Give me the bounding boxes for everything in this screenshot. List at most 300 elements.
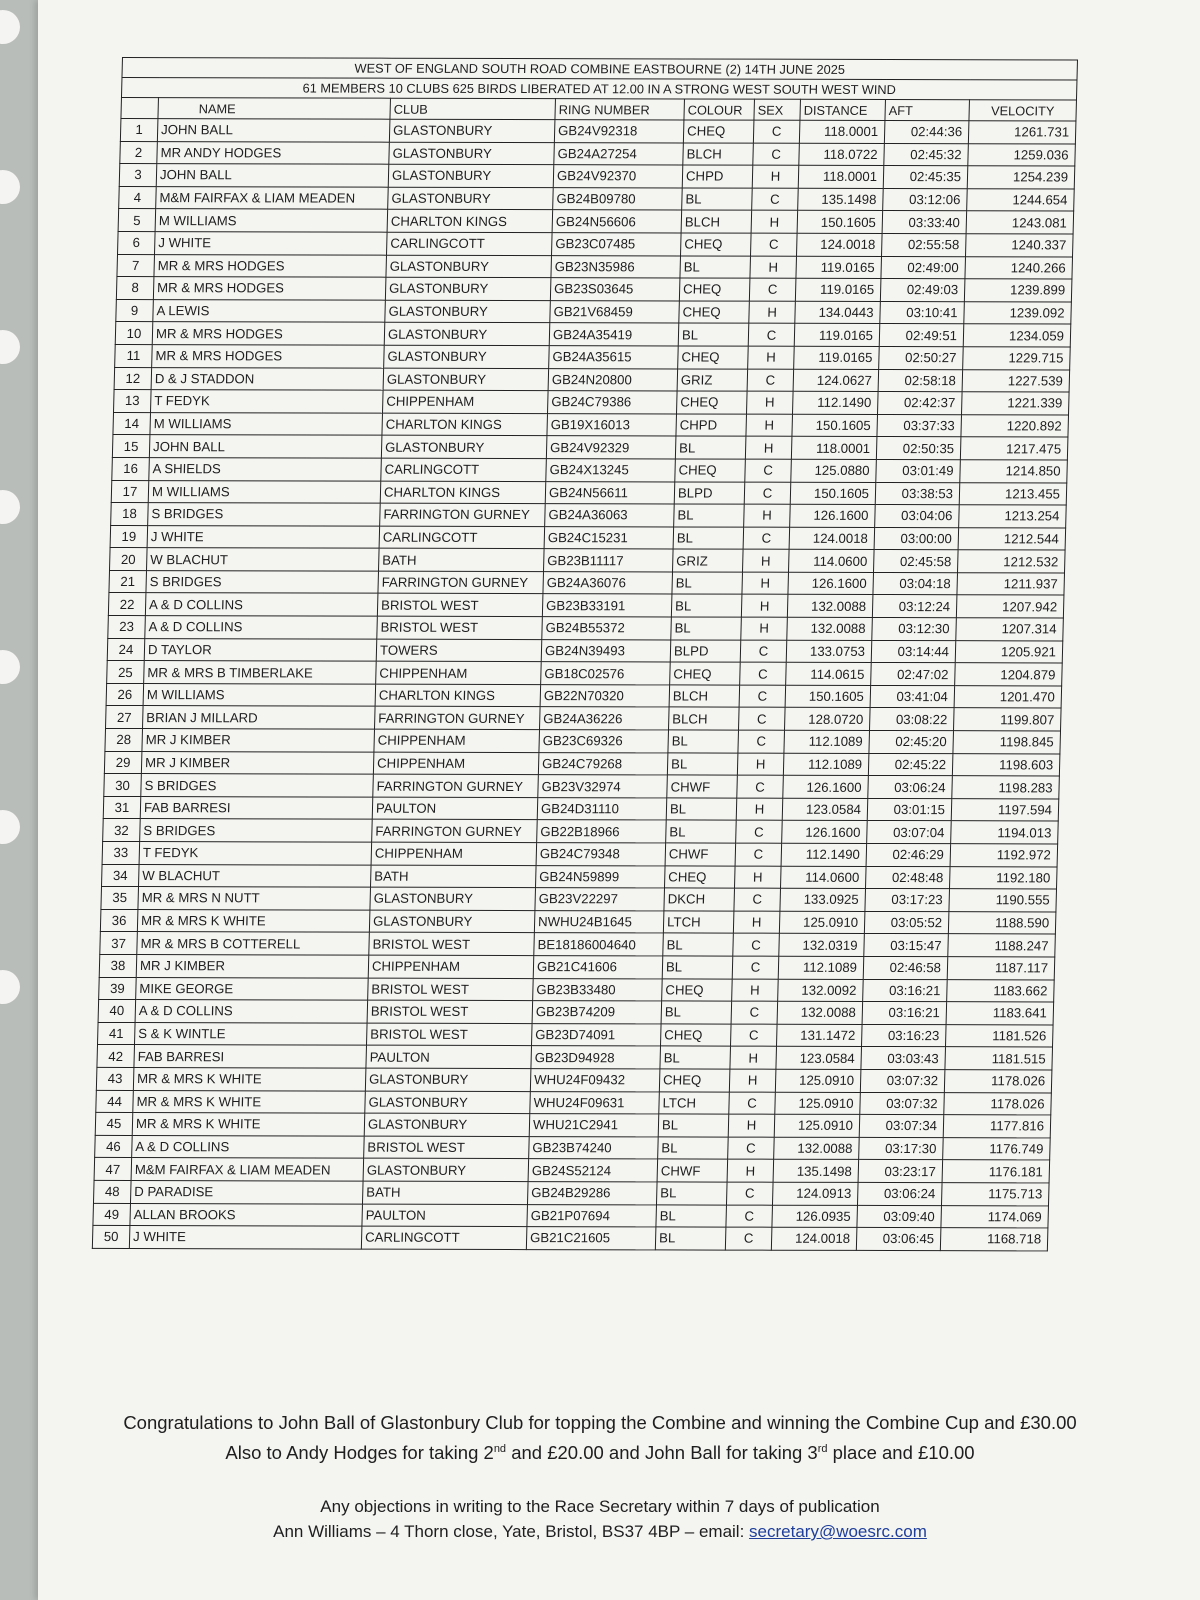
cell-name: A & D COLLINS: [132, 1135, 365, 1158]
cell-colour: BLCH: [681, 210, 752, 233]
cell-velocity: 1194.013: [951, 821, 1059, 844]
cell-name: J WHITE: [147, 525, 380, 548]
table-row: [115, 344, 1071, 369]
cell-sex: H: [750, 256, 797, 279]
cell-aft: 03:06:24: [857, 1182, 942, 1205]
cell-ring-number: GB24A35419: [549, 323, 679, 346]
cell-sex: C: [739, 708, 786, 731]
cell-club: BRISTOL WEST: [369, 933, 535, 956]
cell-aft: 03:07:04: [867, 821, 952, 844]
cell-aft: 02:45:20: [869, 730, 954, 753]
cell-distance: 114.0600: [789, 550, 875, 573]
congrats-text-b: and £20.00 and John Ball for taking 3: [506, 1442, 818, 1464]
cell-ring-number: GB24C79268: [538, 752, 668, 775]
cell-distance: 150.1605: [785, 685, 871, 708]
header-ring-number: RING NUMBER: [555, 99, 685, 120]
cell-position: 43: [96, 1067, 134, 1090]
cell-position: 1: [120, 118, 158, 141]
cell-position: 32: [103, 819, 141, 842]
cell-colour: BL: [674, 504, 745, 527]
header-velocity: VELOCITY: [969, 100, 1077, 121]
header-colour: COLOUR: [684, 99, 755, 120]
cell-colour: BL: [675, 436, 746, 459]
cell-club: CARLINGCOTT: [381, 458, 547, 481]
table-row: [116, 277, 1072, 302]
cell-position: 6: [118, 231, 156, 254]
cell-velocity: 1192.180: [949, 866, 1057, 889]
cell-aft: 02:50:27: [879, 346, 964, 369]
cell-name: M WILLIAMS: [150, 412, 383, 435]
cell-aft: 03:05:52: [864, 911, 949, 934]
cell-velocity: 1212.532: [958, 550, 1066, 573]
cell-colour: BLCH: [669, 707, 740, 730]
cell-club: CHIPPENHAM: [374, 729, 540, 752]
cell-position: 30: [104, 774, 142, 797]
cell-sex: H: [744, 504, 791, 527]
cell-name: A LEWIS: [153, 299, 386, 322]
cell-colour: CHEQ: [660, 1024, 731, 1047]
cell-velocity: 1217.475: [960, 437, 1068, 460]
cell-name: M WILLIAMS: [143, 683, 376, 706]
cell-position: 7: [117, 254, 155, 277]
cell-velocity: 1183.662: [947, 979, 1055, 1002]
cell-ring-number: GB24X13245: [546, 459, 676, 482]
cell-aft: 03:01:15: [867, 798, 952, 821]
cell-ring-number: GB24N59899: [535, 865, 665, 888]
ordinal-suffix: nd: [493, 1443, 507, 1455]
cell-sex: H: [734, 866, 781, 889]
cell-position: 20: [110, 548, 148, 571]
cell-colour: CHWF: [657, 1159, 728, 1182]
cell-sex: H: [746, 414, 793, 437]
cell-name: MR & MRS HODGES: [152, 345, 385, 368]
cell-aft: 03:09:40: [857, 1205, 942, 1228]
cell-position: 45: [95, 1113, 133, 1136]
cell-club: GLASTONBURY: [389, 119, 555, 142]
cell-aft: 03:04:06: [875, 505, 960, 528]
ordinal-suffix: rd: [817, 1443, 828, 1455]
cell-name: MR & MRS HODGES: [154, 254, 387, 277]
cell-name: ALLAN BROOKS: [130, 1203, 363, 1226]
cell-ring-number: GB23C07485: [552, 233, 682, 256]
cell-ring-number: GB23N35986: [551, 255, 681, 278]
cell-sex: H: [751, 211, 798, 234]
table-row: [118, 231, 1074, 256]
cell-distance: 126.1600: [783, 775, 869, 798]
cell-colour: CHWF: [665, 843, 736, 866]
cell-aft: 02:50:35: [876, 437, 961, 460]
table-row: [108, 616, 1064, 641]
cell-sex: H: [741, 595, 788, 618]
cell-sex: C: [740, 640, 787, 663]
cell-aft: 02:48:48: [865, 866, 950, 889]
email-link[interactable]: secretary@woesrc.com: [749, 1522, 927, 1541]
table-row: [97, 1045, 1053, 1070]
cell-sex: C: [726, 1182, 773, 1205]
cell-distance: 123.0584: [776, 1047, 862, 1070]
cell-distance: 150.1605: [797, 211, 883, 234]
cell-club: GLASTONBURY: [363, 1158, 529, 1181]
cell-colour: BL: [663, 933, 734, 956]
cell-position: 39: [99, 977, 137, 1000]
cell-colour: CHEQ: [659, 1069, 730, 1092]
cell-name: MR & MRS N NUTT: [138, 887, 371, 910]
cell-distance: 114.0600: [780, 866, 866, 889]
cell-position: 49: [93, 1203, 131, 1226]
cell-position: 25: [107, 661, 145, 684]
cell-position: 10: [115, 322, 153, 345]
cell-position: 47: [94, 1158, 132, 1181]
cell-position: 40: [98, 1000, 136, 1023]
cell-name: MR & MRS B COTTERELL: [137, 932, 370, 955]
cell-club: CHIPPENHAM: [368, 955, 534, 978]
cell-position: 4: [119, 186, 157, 209]
cell-aft: 03:38:53: [875, 482, 960, 505]
cell-distance: 112.1089: [778, 956, 864, 979]
cell-aft: 03:23:17: [858, 1160, 943, 1183]
cell-ring-number: BE18186004640: [534, 933, 664, 956]
cell-club: GLASTONBURY: [365, 1091, 531, 1114]
cell-velocity: 1234.059: [963, 324, 1071, 347]
cell-aft: 03:08:22: [870, 708, 955, 731]
cell-position: 29: [104, 751, 142, 774]
cell-position: 11: [115, 344, 153, 367]
cell-distance: 112.1490: [793, 391, 879, 414]
cell-aft: 03:12:24: [872, 595, 957, 618]
cell-sex: H: [752, 165, 799, 188]
cell-velocity: 1207.942: [956, 595, 1064, 618]
cell-name: JOHN BALL: [149, 435, 382, 458]
cell-sex: C: [730, 1024, 777, 1047]
table-row: [99, 977, 1055, 1002]
cell-position: 42: [97, 1045, 135, 1068]
cell-distance: 126.1600: [788, 572, 874, 595]
cell-name: W BLACHUT: [138, 864, 371, 887]
cell-distance: 118.0722: [799, 143, 885, 166]
decorative-dot: [0, 490, 20, 524]
table-row: [105, 728, 1061, 753]
cell-club: GLASTONBURY: [370, 887, 536, 910]
congrats-text-a: Also to Andy Hodges for taking 2: [225, 1442, 494, 1464]
cell-club: BRISTOL WEST: [364, 1136, 530, 1159]
table-row: [103, 796, 1059, 821]
cell-colour: BLCH: [669, 685, 740, 708]
cell-position: 22: [108, 593, 146, 616]
cell-ring-number: GB19X16013: [547, 413, 677, 436]
cell-club: CHARLTON KINGS: [382, 413, 548, 436]
cell-ring-number: GB21P07694: [527, 1204, 657, 1227]
cell-name: W BLACHUT: [147, 548, 380, 571]
cell-colour: BL: [666, 820, 737, 843]
congrats-line-2: [100, 1436, 1100, 1466]
cell-aft: 03:10:41: [880, 301, 965, 324]
cell-ring-number: GB23C69326: [539, 730, 669, 753]
cell-velocity: 1188.590: [948, 911, 1056, 934]
table-row: [110, 548, 1066, 573]
table-row: [103, 819, 1059, 844]
cell-name: MIKE GEORGE: [136, 977, 369, 1000]
cell-distance: 125.0880: [791, 459, 877, 482]
cell-name: J WHITE: [155, 232, 388, 255]
table-row: [102, 841, 1058, 866]
cell-club: BRISTOL WEST: [367, 1000, 533, 1023]
cell-name: M&M FAIRFAX & LIAM MEADEN: [131, 1158, 364, 1181]
cell-name: MR J KIMBER: [141, 751, 374, 774]
cell-sex: C: [748, 323, 795, 346]
cell-position: 36: [100, 909, 138, 932]
cell-colour: BL: [660, 1046, 731, 1069]
cell-aft: 03:06:45: [856, 1228, 941, 1251]
cell-ring-number: GB21C41606: [533, 956, 663, 979]
table-row: [114, 367, 1070, 392]
table-row: [92, 1226, 1048, 1251]
cell-aft: 02:45:32: [884, 143, 969, 166]
table-row: [114, 390, 1070, 415]
cell-velocity: 1261.731: [968, 121, 1076, 144]
header-name: NAME: [158, 98, 391, 120]
table-row: [111, 480, 1067, 505]
cell-distance: 150.1605: [790, 482, 876, 505]
cell-aft: 03:00:00: [874, 527, 959, 550]
cell-distance: 126.1600: [790, 504, 876, 527]
results-table-container: [92, 57, 1077, 1251]
cell-position: 17: [111, 480, 149, 503]
cell-club: PAULTON: [372, 797, 538, 820]
cell-club: BATH: [362, 1181, 528, 1204]
objections-line-1: Any objections in writing to the Race Secretary within 7 days of publication: [320, 1497, 880, 1516]
cell-distance: 119.0165: [794, 324, 880, 347]
cell-position: 5: [118, 209, 156, 232]
cell-sex: C: [749, 278, 796, 301]
cell-velocity: 1199.807: [953, 708, 1061, 731]
cell-sex: H: [733, 911, 780, 934]
cell-club: BATH: [370, 865, 536, 888]
cell-colour: BL: [661, 1001, 732, 1024]
cell-sex: H: [745, 436, 792, 459]
cell-club: CHIPPENHAM: [371, 842, 537, 865]
cell-sex: C: [729, 1092, 776, 1115]
cell-colour: BL: [655, 1227, 726, 1250]
cell-colour: LTCH: [663, 911, 734, 934]
cell-name: MR & MRS K WHITE: [133, 1067, 366, 1090]
cell-name: MR & MRS K WHITE: [133, 1090, 366, 1113]
cell-sex: H: [748, 346, 795, 369]
cell-aft: 02:49:03: [880, 279, 965, 302]
cell-club: FARRINGTON GURNEY: [375, 707, 541, 730]
cell-velocity: 1188.247: [948, 934, 1056, 957]
cell-position: 12: [114, 367, 152, 390]
cell-colour: BL: [673, 527, 744, 550]
cell-ring-number: GB24V92329: [546, 436, 676, 459]
cell-distance: 135.1498: [798, 188, 884, 211]
cell-distance: 124.0018: [797, 233, 883, 256]
cell-colour: BL: [658, 1114, 729, 1137]
cell-sex: H: [742, 572, 789, 595]
cell-distance: 132.0088: [787, 617, 873, 640]
cell-name: M WILLIAMS: [155, 209, 388, 232]
cell-club: GLASTONBURY: [384, 345, 550, 368]
cell-aft: 02:45:58: [874, 550, 959, 573]
table-row: [94, 1158, 1050, 1183]
cell-ring-number: GB24A36063: [545, 504, 675, 527]
title-line-2: 61 MEMBERS 10 CLUBS 625 BIRDS LIBERATED AT 12.00 IN A STRONG WEST SOUTH WEST WIND: [121, 78, 1077, 100]
title-line-1: WEST OF ENGLAND SOUTH ROAD COMBINE EASTBOURNE (2) 14TH JUNE 2025: [122, 58, 1078, 80]
cell-sex: H: [736, 798, 783, 821]
table-row: [104, 774, 1060, 799]
cell-colour: CHPD: [676, 414, 747, 437]
cell-colour: BLPD: [674, 481, 745, 504]
table-row: [116, 299, 1072, 324]
table-row: [118, 209, 1074, 234]
cell-colour: CHEQ: [662, 978, 733, 1001]
cell-aft: 03:14:44: [871, 640, 956, 663]
cell-aft: 03:03:43: [861, 1047, 946, 1070]
cell-velocity: 1221.339: [962, 392, 1070, 415]
cell-ring-number: WHU24F09631: [530, 1091, 660, 1114]
cell-aft: 03:07:32: [860, 1069, 945, 1092]
cell-velocity: 1201.470: [954, 686, 1062, 709]
table-row: [98, 1000, 1054, 1025]
cell-aft: 03:12:30: [872, 618, 957, 641]
cell-ring-number: GB23B74240: [529, 1136, 659, 1159]
table-row: [107, 661, 1063, 686]
cell-name: MR J KIMBER: [142, 729, 375, 752]
table-row: [119, 186, 1075, 211]
cell-sex: C: [753, 143, 800, 166]
cell-distance: 133.0753: [786, 640, 872, 663]
congratulations-text: [100, 1410, 1100, 1466]
cell-name: S BRIDGES: [140, 819, 373, 842]
cell-position: 38: [99, 954, 137, 977]
cell-name: MR & MRS HODGES: [153, 277, 386, 300]
header-aft: AFT: [885, 99, 970, 120]
cell-colour: CHEQ: [677, 391, 748, 414]
cell-distance: 119.0165: [794, 346, 880, 369]
cell-velocity: 1240.337: [966, 234, 1074, 257]
objections-text: [100, 1494, 1100, 1544]
table-row: [101, 864, 1057, 889]
cell-colour: BL: [671, 594, 742, 617]
cell-name: S BRIDGES: [148, 503, 381, 526]
cell-velocity: 1177.816: [943, 1115, 1051, 1138]
cell-position: 16: [112, 457, 150, 480]
cell-position: 8: [116, 277, 154, 300]
header-club: CLUB: [390, 98, 556, 119]
cell-ring-number: GB24A27254: [554, 142, 684, 165]
cell-club: CHIPPENHAM: [373, 752, 539, 775]
cell-aft: 03:04:18: [873, 572, 958, 595]
cell-aft: 03:17:23: [865, 889, 950, 912]
cell-position: 23: [108, 616, 146, 639]
cell-club: CARLINGCOTT: [387, 232, 553, 255]
cell-club: CHIPPENHAM: [376, 661, 542, 684]
table-row: [95, 1113, 1051, 1138]
cell-distance: 124.0018: [771, 1227, 857, 1250]
cell-ring-number: GB24B29286: [527, 1181, 657, 1204]
cell-position: 37: [100, 932, 138, 955]
cell-club: GLASTONBURY: [365, 1068, 531, 1091]
cell-position: 26: [106, 683, 144, 706]
congrats-line-1: Congratulations to John Ball of Glastonbury Club for topping the Combine and winning the Combine Cup and £30.00: [123, 1412, 1077, 1433]
cell-distance: 150.1605: [792, 414, 878, 437]
cell-position: 46: [95, 1135, 133, 1158]
cell-position: 41: [97, 1022, 135, 1045]
cell-velocity: 1190.555: [949, 889, 1057, 912]
cell-name: MR ANDY HODGES: [157, 141, 390, 164]
cell-velocity: 1176.181: [942, 1160, 1050, 1183]
cell-sex: C: [745, 459, 792, 482]
cell-ring-number: WHU21C2941: [529, 1114, 659, 1137]
cell-velocity: 1183.641: [946, 1002, 1054, 1025]
cell-ring-number: GB22N70320: [540, 684, 670, 707]
cell-club: CHIPPENHAM: [383, 390, 549, 413]
cell-distance: 112.1490: [781, 843, 867, 866]
cell-name: MR & MRS HODGES: [152, 322, 385, 345]
cell-club: CHARLTON KINGS: [375, 684, 541, 707]
cell-distance: 125.0910: [774, 1114, 860, 1137]
cell-club: GLASTONBURY: [389, 142, 555, 165]
cell-sex: C: [739, 685, 786, 708]
cell-velocity: 1213.455: [959, 482, 1067, 505]
cell-position: 2: [120, 141, 158, 164]
contact-address: Ann Williams – 4 Thorn close, Yate, Bristol, BS37 4BP – email:: [273, 1522, 750, 1541]
cell-sex: C: [744, 482, 791, 505]
cell-colour: DKCH: [664, 888, 735, 911]
cell-position: 21: [109, 570, 147, 593]
cell-club: BRISTOL WEST: [368, 978, 534, 1001]
cell-club: CHARLTON KINGS: [387, 210, 553, 233]
cell-aft: 02:46:58: [863, 956, 948, 979]
decorative-dot: [0, 810, 20, 844]
cell-colour: BL: [671, 617, 742, 640]
cell-ring-number: GB23B33191: [542, 594, 672, 617]
table-row: [112, 435, 1068, 460]
table-row: [119, 164, 1075, 189]
cell-distance: 134.0443: [795, 301, 881, 324]
cell-velocity: 1176.749: [943, 1137, 1051, 1160]
cell-name: S BRIDGES: [141, 774, 374, 797]
table-row: [115, 322, 1071, 347]
cell-club: PAULTON: [366, 1045, 532, 1068]
cell-distance: 125.0910: [779, 911, 865, 934]
cell-velocity: 1212.544: [958, 527, 1066, 550]
cell-sex: C: [732, 956, 779, 979]
cell-ring-number: GB22B18966: [537, 820, 667, 843]
cell-ring-number: GB24B55372: [542, 617, 672, 640]
cell-velocity: 1220.892: [961, 414, 1069, 437]
cell-colour: BL: [662, 956, 733, 979]
cell-sex: C: [752, 188, 799, 211]
cell-distance: 126.0935: [772, 1205, 858, 1228]
cell-distance: 119.0165: [796, 256, 882, 279]
table-row: [110, 525, 1066, 550]
cell-velocity: 1240.266: [965, 256, 1073, 279]
table-row: [97, 1022, 1053, 1047]
cell-club: FARRINGTON GURNEY: [380, 503, 546, 526]
table-row: [112, 457, 1068, 482]
cell-aft: 03:16:21: [863, 979, 948, 1002]
cell-position: 33: [102, 841, 140, 864]
table-row: [120, 118, 1076, 143]
cell-colour: CHEQ: [679, 301, 750, 324]
cell-name: JOHN BALL: [156, 164, 389, 187]
cell-distance: 118.0001: [798, 165, 884, 188]
cell-sex: H: [741, 617, 788, 640]
cell-club: BRISTOL WEST: [377, 616, 543, 639]
cell-colour: CHEQ: [664, 866, 735, 889]
cell-aft: 02:49:00: [881, 256, 966, 279]
cell-colour: BL: [672, 572, 743, 595]
